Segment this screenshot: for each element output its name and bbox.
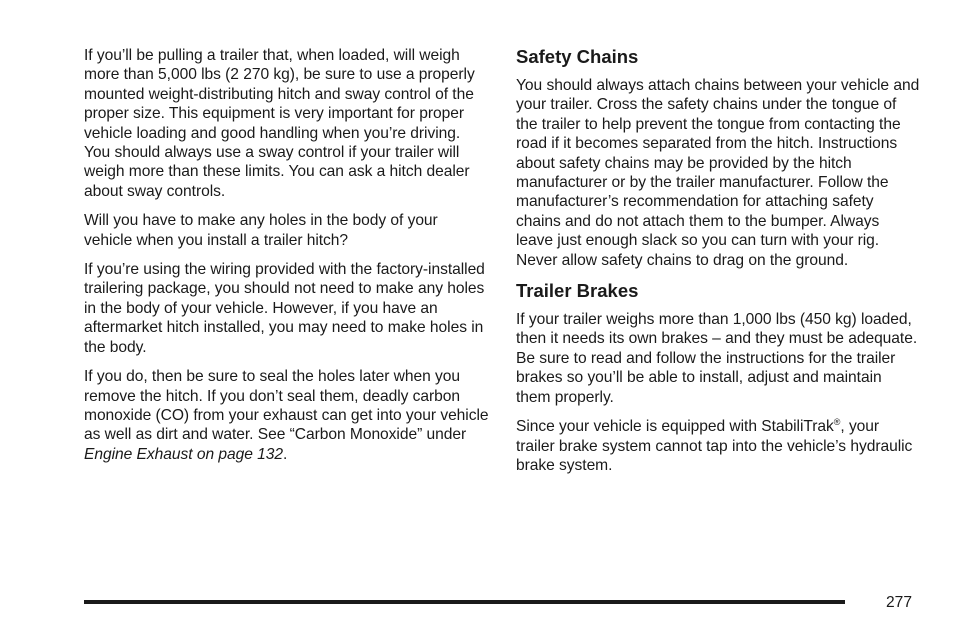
- footer-rule: [84, 600, 845, 604]
- engine-exhaust-reference[interactable]: Engine Exhaust on page 132: [84, 445, 283, 463]
- stabilitrak-end: , your trailer brake system cannot tap into the vehicle’s hydraulic brake system.: [516, 418, 913, 474]
- paragraph-seal-holes: [84, 367, 490, 464]
- seal-holes-text: If you do, then be sure to seal the holes later when you remove the hitch. If you don’t seal them, deadly carbon monoxide (CO) from your exhaust can get into your vehicle as well as dirt and water. See “Carbon Monoxide” under: [84, 368, 489, 444]
- trailer-brakes-paragraph-1: If your trailer weighs more than 1,000 lbs (450 kg) loaded, then it needs its own brakes – and they must be adequate. Be sure to read and follow the instructions for the trailer brakes so you’ll be able to install, adjust and maintain them properly.: [516, 311, 918, 406]
- trailer-brakes-paragraph-2: [516, 417, 920, 475]
- safety-chains-heading: Safety Chains: [516, 46, 639, 67]
- registered-mark: ®: [833, 416, 841, 427]
- paragraph-holes-question: Will you have to make any holes in the body of your vehicle when you install a trailer hitch?: [84, 212, 438, 249]
- left-column: [84, 46, 490, 474]
- paragraph-wiring: If you’re using the wiring provided with the factory-installed trailering package, you should not need to make any holes in the body of your vehicle. However, if you have an aftermarket hitch installed, you may need to make holes in the body.: [84, 261, 485, 356]
- page-number: 277: [886, 594, 913, 611]
- right-column: [516, 46, 920, 485]
- trailer-brakes-heading: Trailer Brakes: [516, 280, 639, 302]
- stabilitrak-text: Since your vehicle is equipped with StabiliTrak: [516, 418, 834, 436]
- paragraph-weight-distributing-hitch: If you’ll be pulling a trailer that, when loaded, will weigh more than 5,000 lbs (2 270 kg), be sure to use a properly mounted weight-distributing hitch and sway control of the proper size. This equipment is very important for proper vehicle loading and good handling when you’re driving. You should always use a sway control if your trailer will weigh more than these limits. You can ask a hitch dealer about sway controls.: [84, 47, 475, 200]
- safety-chains-body: You should always attach chains between your vehicle and your trailer. Cross the safety chains under the tongue of the trailer to help prevent the tongue from contacting the road if it becomes separated from the hitch. Instructions about safety chains may be provided by the hitch manufacturer or by the trailer manufacturer. Follow the manufacturer’s recommendation for attaching safety chains and do not attach them to the bumper. Always leave just enough slack so you can turn with your rig. Never allow safety chains to drag on the ground.: [516, 77, 920, 269]
- seal-holes-end: .: [282, 445, 288, 463]
